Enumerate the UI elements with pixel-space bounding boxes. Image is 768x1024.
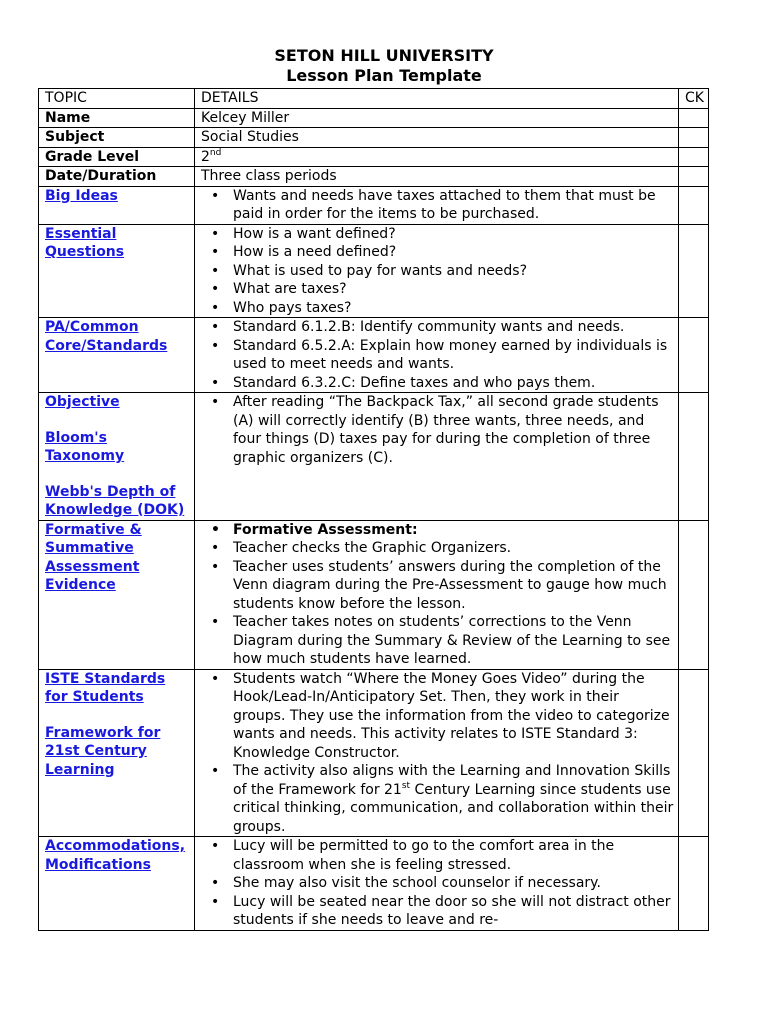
list-item xyxy=(233,762,674,836)
item-text: The activity also aligns with the Learning and Innovation Skills of the Framework for 21 xyxy=(233,763,671,798)
list-item: • Teacher checks the Graphic Organizers. xyxy=(233,539,674,558)
university-name: SETON HILL UNIVERSITY xyxy=(274,46,494,65)
list-item: • What is used to pay for wants and needs? xyxy=(233,262,674,281)
ordinal-suffix: st xyxy=(401,780,411,791)
check-cell xyxy=(679,186,709,224)
assessment-heading: • Formative Assessment: xyxy=(233,521,674,540)
accommodations-list xyxy=(201,837,674,930)
table-row xyxy=(39,128,709,148)
essential-questions-cell xyxy=(39,224,195,318)
assessment-details xyxy=(195,520,679,669)
table-row xyxy=(39,520,709,669)
date-duration-value: Three class periods xyxy=(195,167,679,187)
list-item: • Standard 6.5.2.A: Explain how money earned by individuals is used to meet needs and wants. xyxy=(233,337,674,374)
document-header xyxy=(0,46,768,86)
big-ideas-list xyxy=(201,187,674,224)
iste-list xyxy=(201,670,674,837)
list-item: • How is a need defined? xyxy=(233,243,674,262)
assessment-list xyxy=(201,521,674,669)
accommodations-link[interactable]: Accommodations, Modifications xyxy=(45,838,186,873)
accommodations-cell xyxy=(39,837,195,931)
spacer xyxy=(45,707,190,724)
standards-list xyxy=(201,318,674,392)
list-item: • She may also visit the school counselor if necessary. xyxy=(233,874,674,893)
check-cell xyxy=(679,147,709,167)
template-title: Lesson Plan Template xyxy=(286,66,482,85)
check-header: CK xyxy=(679,89,709,109)
table-row xyxy=(39,224,709,318)
table-row xyxy=(39,186,709,224)
list-item: • Who pays taxes? xyxy=(233,299,674,318)
iste-cell xyxy=(39,669,195,837)
standards-cell xyxy=(39,318,195,393)
big-ideas-link[interactable]: Big Ideas xyxy=(45,187,118,204)
grade-number: 2 xyxy=(201,148,210,165)
big-ideas-details xyxy=(195,186,679,224)
check-cell xyxy=(679,520,709,669)
lesson-plan-table xyxy=(38,88,709,931)
check-cell xyxy=(679,167,709,187)
objective-link[interactable]: Objective xyxy=(45,394,120,410)
list-item: • Teacher takes notes on students’ corrections to the Venn Diagram during the Summary & Review of the Learning to see how much students have learned. xyxy=(233,613,674,669)
list-item: • What are taxes? xyxy=(233,280,674,299)
check-cell xyxy=(679,224,709,318)
list-item: • Wants and needs have taxes attached to them that must be paid in order for the items to be purchased. xyxy=(233,187,674,224)
table-row xyxy=(39,393,709,521)
check-cell xyxy=(679,128,709,148)
table-row xyxy=(39,837,709,931)
essential-questions-list xyxy=(201,225,674,318)
list-item: • Standard 6.1.2.B: Identify community wants and needs. xyxy=(233,318,674,337)
essential-questions-link[interactable]: Essential Questions xyxy=(45,225,125,260)
table-row xyxy=(39,167,709,187)
grade-level-label: Grade Level xyxy=(39,147,195,167)
details-header: DETAILS xyxy=(195,89,679,109)
objective-cell xyxy=(39,393,195,521)
item-text: Century Learning since students use critical thinking, communication, and collaboration within their groups. xyxy=(233,781,674,835)
list-item: • How is a want defined? xyxy=(233,225,674,244)
check-cell xyxy=(679,318,709,393)
name-label: Name xyxy=(39,108,195,128)
accommodations-details xyxy=(195,837,679,931)
webbs-dok-link[interactable]: Webb's Depth of Knowledge (DOK) xyxy=(45,483,185,518)
topic-header: TOPIC xyxy=(39,89,195,109)
spacer xyxy=(45,466,190,483)
table-row xyxy=(39,669,709,837)
iste-details xyxy=(195,669,679,837)
standards-link[interactable]: PA/Common Core/Standards xyxy=(45,319,168,354)
check-cell xyxy=(679,108,709,128)
grade-suffix: nd xyxy=(209,147,222,158)
assessment-cell xyxy=(39,520,195,669)
table-row xyxy=(39,318,709,393)
grade-level-value xyxy=(195,147,679,167)
list-item: • After reading “The Backpack Tax,” all second grade students (A) will correctly identify (B) three wants, three needs, and four things (D) taxes pay for during the completion of three graphic organizers (C). xyxy=(233,393,674,467)
check-cell xyxy=(679,393,709,521)
assessment-link[interactable]: Formative & Summative Assessment Evidence xyxy=(45,521,142,593)
subject-label: Subject xyxy=(39,128,195,148)
table-header-row xyxy=(39,89,709,109)
table-row xyxy=(39,147,709,167)
objective-details xyxy=(195,393,679,521)
big-ideas-cell xyxy=(39,186,195,224)
framework-21st-century-link[interactable]: Framework for 21st Century Learning xyxy=(45,724,161,778)
subject-value: Social Studies xyxy=(195,128,679,148)
blooms-taxonomy-link[interactable]: Bloom's Taxonomy xyxy=(45,429,125,464)
list-item: • Standard 6.3.2.C: Define taxes and who pays them. xyxy=(233,374,674,393)
name-value: Kelcey Miller xyxy=(195,108,679,128)
list-item: • Lucy will be seated near the door so she will not distract other students if she needs to leave and re- xyxy=(233,893,674,930)
spacer xyxy=(45,412,190,429)
standards-details xyxy=(195,318,679,393)
table-row xyxy=(39,108,709,128)
check-cell xyxy=(679,837,709,931)
objective-list xyxy=(201,393,674,467)
check-cell xyxy=(679,669,709,837)
list-item: • Teacher uses students’ answers during the completion of the Venn diagram during the Pre-Assessment to gauge how much students know before the lesson. xyxy=(233,558,674,614)
list-item: • Lucy will be permitted to go to the comfort area in the classroom when she is feeling stressed. xyxy=(233,837,674,874)
list-item: • Students watch “Where the Money Goes Video” during the Hook/Lead-In/Anticipatory Set. Then, they work in their groups. They use the information from the video to categorize wants and needs. This activity relates to ISTE Standard 3: Knowledge Constructor. xyxy=(233,670,674,763)
essential-questions-details xyxy=(195,224,679,318)
iste-standards-link[interactable]: ISTE Standards for Students xyxy=(45,670,166,705)
date-duration-label: Date/Duration xyxy=(39,167,195,187)
